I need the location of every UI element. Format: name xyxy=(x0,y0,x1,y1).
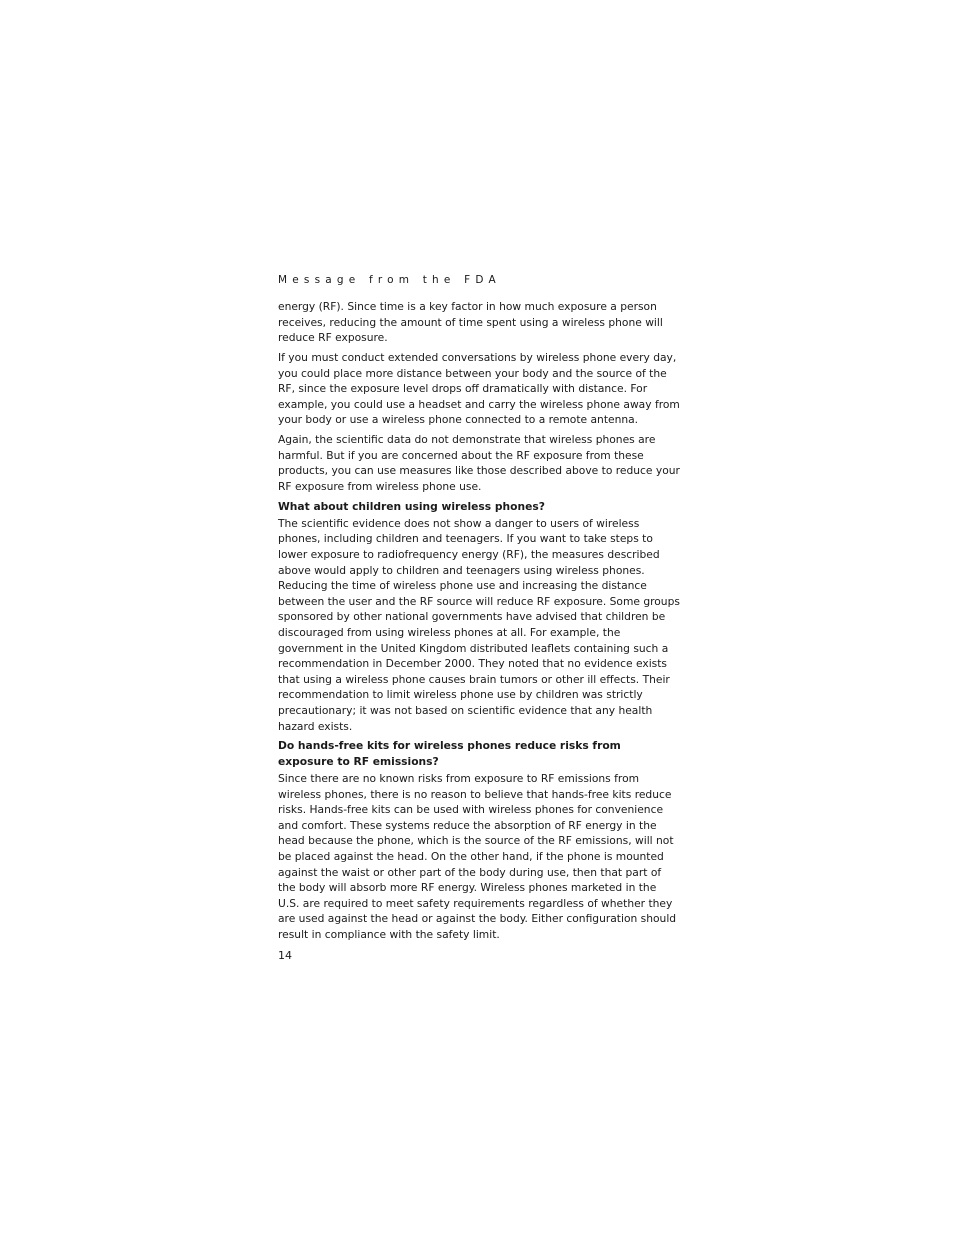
heading-hands-free: Do hands-free kits for wireless phones reduce risks from exposure to RF emissions? xyxy=(278,739,621,768)
heading-children: What about children using wireless phones? xyxy=(278,499,545,513)
paragraph-children: The scientific evidence does not show a danger to users of wireless phones, including children and teenagers. If you want to take steps to lower exposure to radiofrequency energy (RF), the measures described above would apply to children and teenagers using wireless phones. Reducing the time of wireless phone use and increasing the distance between the user and the RF source will reduce RF exposure. Some groups sponsored by other national governments have advised that children be discouraged from using wireless phones at all. For example, the government in the United Kingdom distributed leaflets containing such a recommendation in December 2000. They noted that no evidence exists that using a wireless phone causes brain tumors or other ill effects. Their recommendation to limit wireless phone use by children was strictly precautionary; it was not based on scientific evidence that any health hazard exists. xyxy=(278,516,680,733)
paragraph-scientific-data: Again, the scientific data do not demonstrate that wireless phones are harmful. But if you are concerned about the RF exposure from these products, you can use measures like those described above to reduce your RF exposure from wireless phone use. xyxy=(278,433,680,493)
paragraph-rf-time: energy (RF). Since time is a key factor in how much exposure a person receives, reducing the amount of time spent using a wireless phone will reduce RF exposure. xyxy=(278,300,663,345)
body-text xyxy=(278,299,680,947)
page-number: 14 xyxy=(278,949,292,962)
paragraph-hands-free: Since there are no known risks from exposure to RF emissions from wireless phones, there is no reason to believe that hands-free kits reduce risks. Hands-free kits can be used with wireless phones for convenience and comfort. These systems reduce the absorption of RF energy in the head because the phone, which is the source of the RF emissions, will not be placed against the head. On the other hand, if the phone is mounted against the waist or other part of the body during use, then that part of the body will absorb more RF energy. Wireless phones marketed in the U.S. are required to meet safety requirements regardless of whether they are used against the head or against the body. Either configuration should result in compliance with the safety limit. xyxy=(278,771,677,941)
running-header: Message from the FDA xyxy=(278,274,501,286)
paragraph-distance: If you must conduct extended conversations by wireless phone every day, you could place more distance between your body and the source of the RF, since the exposure level drops off dramatically with distance. For example, you could use a headset and carry the wireless phone away from your body or use a wireless phone connected to a remote antenna. xyxy=(278,350,680,427)
